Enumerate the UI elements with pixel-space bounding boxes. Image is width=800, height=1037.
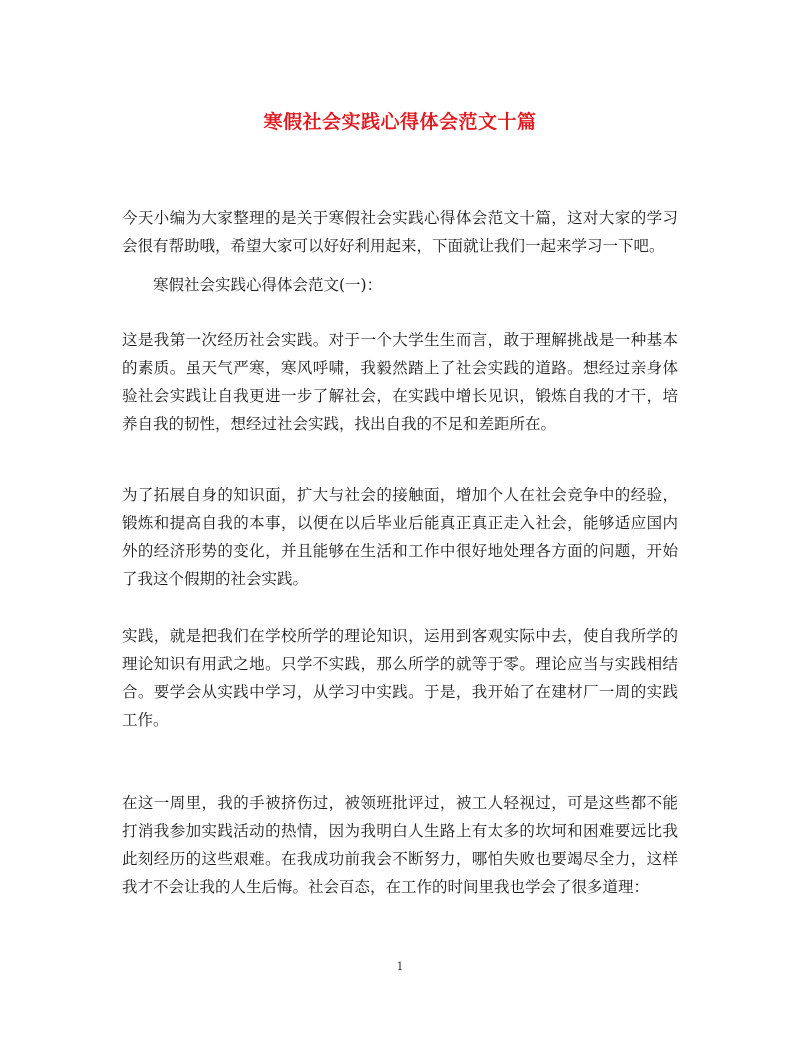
page-number: 1 xyxy=(396,960,404,973)
body-paragraph-3: 实践，就是把我们在学校所学的理论知识，运用到客观实际中去，使自我所学的理论知识有用武之地。只学不实践，那么所学的就等于零。理论应当与实践相结合。要学会从实践中学习，从学习中实践。于是，我开始了在建材厂一周的实践工作。 xyxy=(122,627,678,729)
body-paragraph-2: 为了拓展自身的知识面，扩大与社会的接触面，增加个人在社会竞争中的经验，锻炼和提高自我的本事，以便在以后毕业后能真正真正走入社会，能够适应国内外的经济形势的变化，并且能够在生活和工作中很好地处理各方面的问题，开始了我这个假期的社会实践。 xyxy=(122,486,678,588)
body-paragraph-4: 在这一周里，我的手被挤伤过，被领班批评过，被工人轻视过，可是这些都不能打消我参加实践活动的热情，因为我明白人生路上有太多的坎坷和困难要远比我此刻经历的这些艰难。在我成功前我会不断努力，哪怕失败也要竭尽全力，这样我才不会让我的人生后悔。社会百态，在工作的时间里我也学会了很多道理： xyxy=(122,794,678,896)
body-paragraph-1: 这是我第一次经历社会实践。对于一个大学生生而言，敢于理解挑战是一种基本的素质。虽天气严寒，寒风呼啸，我毅然踏上了社会实践的道路。想经过亲身体验社会实践让自我更进一步了解社会，在实践中增长见识，锻炼自我的才干，培养自我的韧性，想经过社会实践，找出自我的不足和差距所在。 xyxy=(122,331,678,433)
intro-paragraph: 今天小编为大家整理的是关于寒假社会实践心得体会范文十篇，这对大家的学习会很有帮助哦，希望大家可以好好利用起来，下面就让我们一起来学习一下吧。 xyxy=(122,209,678,255)
section-subheading: 寒假社会实践心得体会范文(一)： xyxy=(153,276,383,294)
document-title: 寒假社会实践心得体会范文十篇 xyxy=(263,111,537,133)
